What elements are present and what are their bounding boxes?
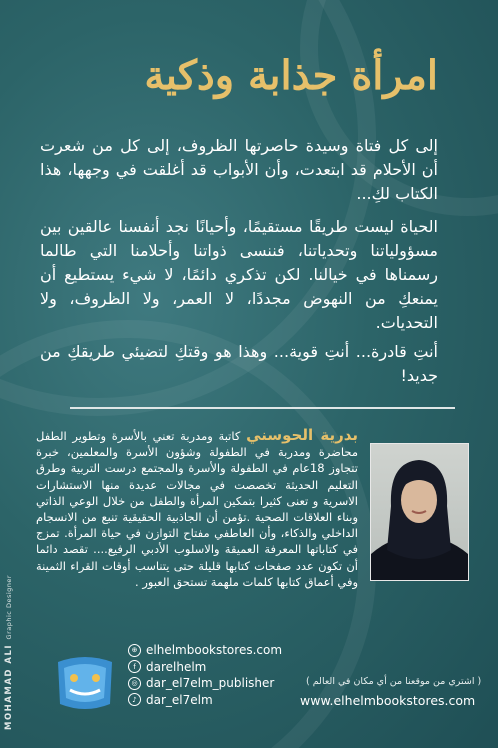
author-bio [36, 427, 358, 590]
social-tiktok-link[interactable]: ♪ dar_el7elm [128, 692, 282, 708]
designer-name: MOHAMAD ALI [4, 643, 14, 730]
designer-credit [4, 574, 18, 730]
social-instagram-link[interactable]: ◎ dar_el7elm_publisher [128, 675, 282, 691]
author-photo [370, 443, 469, 581]
tiktok-icon: ♪ [128, 693, 141, 706]
book-title: امرأة جذابة وذكية [144, 52, 438, 99]
social-links [128, 642, 282, 708]
instagram-icon: ◎ [128, 677, 141, 690]
intro-paragraph: إلى كل فتاة وسيدة حاصرتها الظروف، إلى كل من شعرت أن الأحلام قد ابتعدت، وأن الأبواب قد أغلقت في وجهها، هذا الكتاب لكِ... [40, 136, 438, 203]
social-facebook-link[interactable]: f darelhelm [128, 659, 282, 675]
buy-note: ( اشتري من موقعنا من أي مكان في العالم ) [306, 676, 482, 687]
closing-paragraph: أنتِ قادرة... أنتِ قوية... وهذا هو وقتكِ لتضيئي طريقكِ من جديد! [40, 342, 438, 385]
social-website-link[interactable]: ⊕ elhelmbookstores.com [128, 642, 282, 658]
author-name: بدرية الحوسني [246, 426, 359, 444]
globe-icon: ⊕ [128, 644, 141, 657]
website-link[interactable]: www.elhelmbookstores.com [300, 693, 476, 708]
author-bio-text: كاتبة ومدربة تعني بالأسرة وتطوير الطفل محاضرة ومدربة في الطفولة وشؤون الأسرة والمعلمين، خبرة تتجاوز 18عام في الطفولة والأسرة والمجتمع درست التربية وطرق التعليم الحديثة تخصصت في مجالات عديدة منها الاستشارات الاسرية و تعنى كثيرا بتمكين المرأة والطفل من خلال الوعي الذاتي وبناء العلاقات الصحية .تؤمن أن الجاذبية الحقيقية تنبع من الانسجام الداخلي والذكاء، وأن العاطفي مفتاح التوازن في حياة المرأة. تمزج في كتاباتها المعرفة العميقة والاسلوب الأدبي الرفيع.... تقصد دائما أن تكون عدد صفحات كتابها قليلة حتى يتناسب أوقات القراء الثمينة وفي أعماق كتابها كلمات ملهمة تستحق العبور . [36, 429, 358, 589]
designer-role: Graphic Designer [5, 574, 13, 640]
publisher-logo [50, 648, 120, 718]
body-paragraph: الحياة ليست طريقًا مستقيمًا، وأحيانًا نجد أنفسنا عالقين بين مسؤولياتنا وتحدياتنا، فننسى ذواتنا وأحلامنا التي طالما رسمناها في خيالنا. لكن تذكري دائمًا، لا شيء يستطيع أن يمنعكِ من النهوض مجددًا، لا العمر، ولا الظروف، ولا التحديات. [40, 217, 438, 332]
divider [70, 407, 455, 409]
facebook-icon: f [128, 660, 141, 673]
